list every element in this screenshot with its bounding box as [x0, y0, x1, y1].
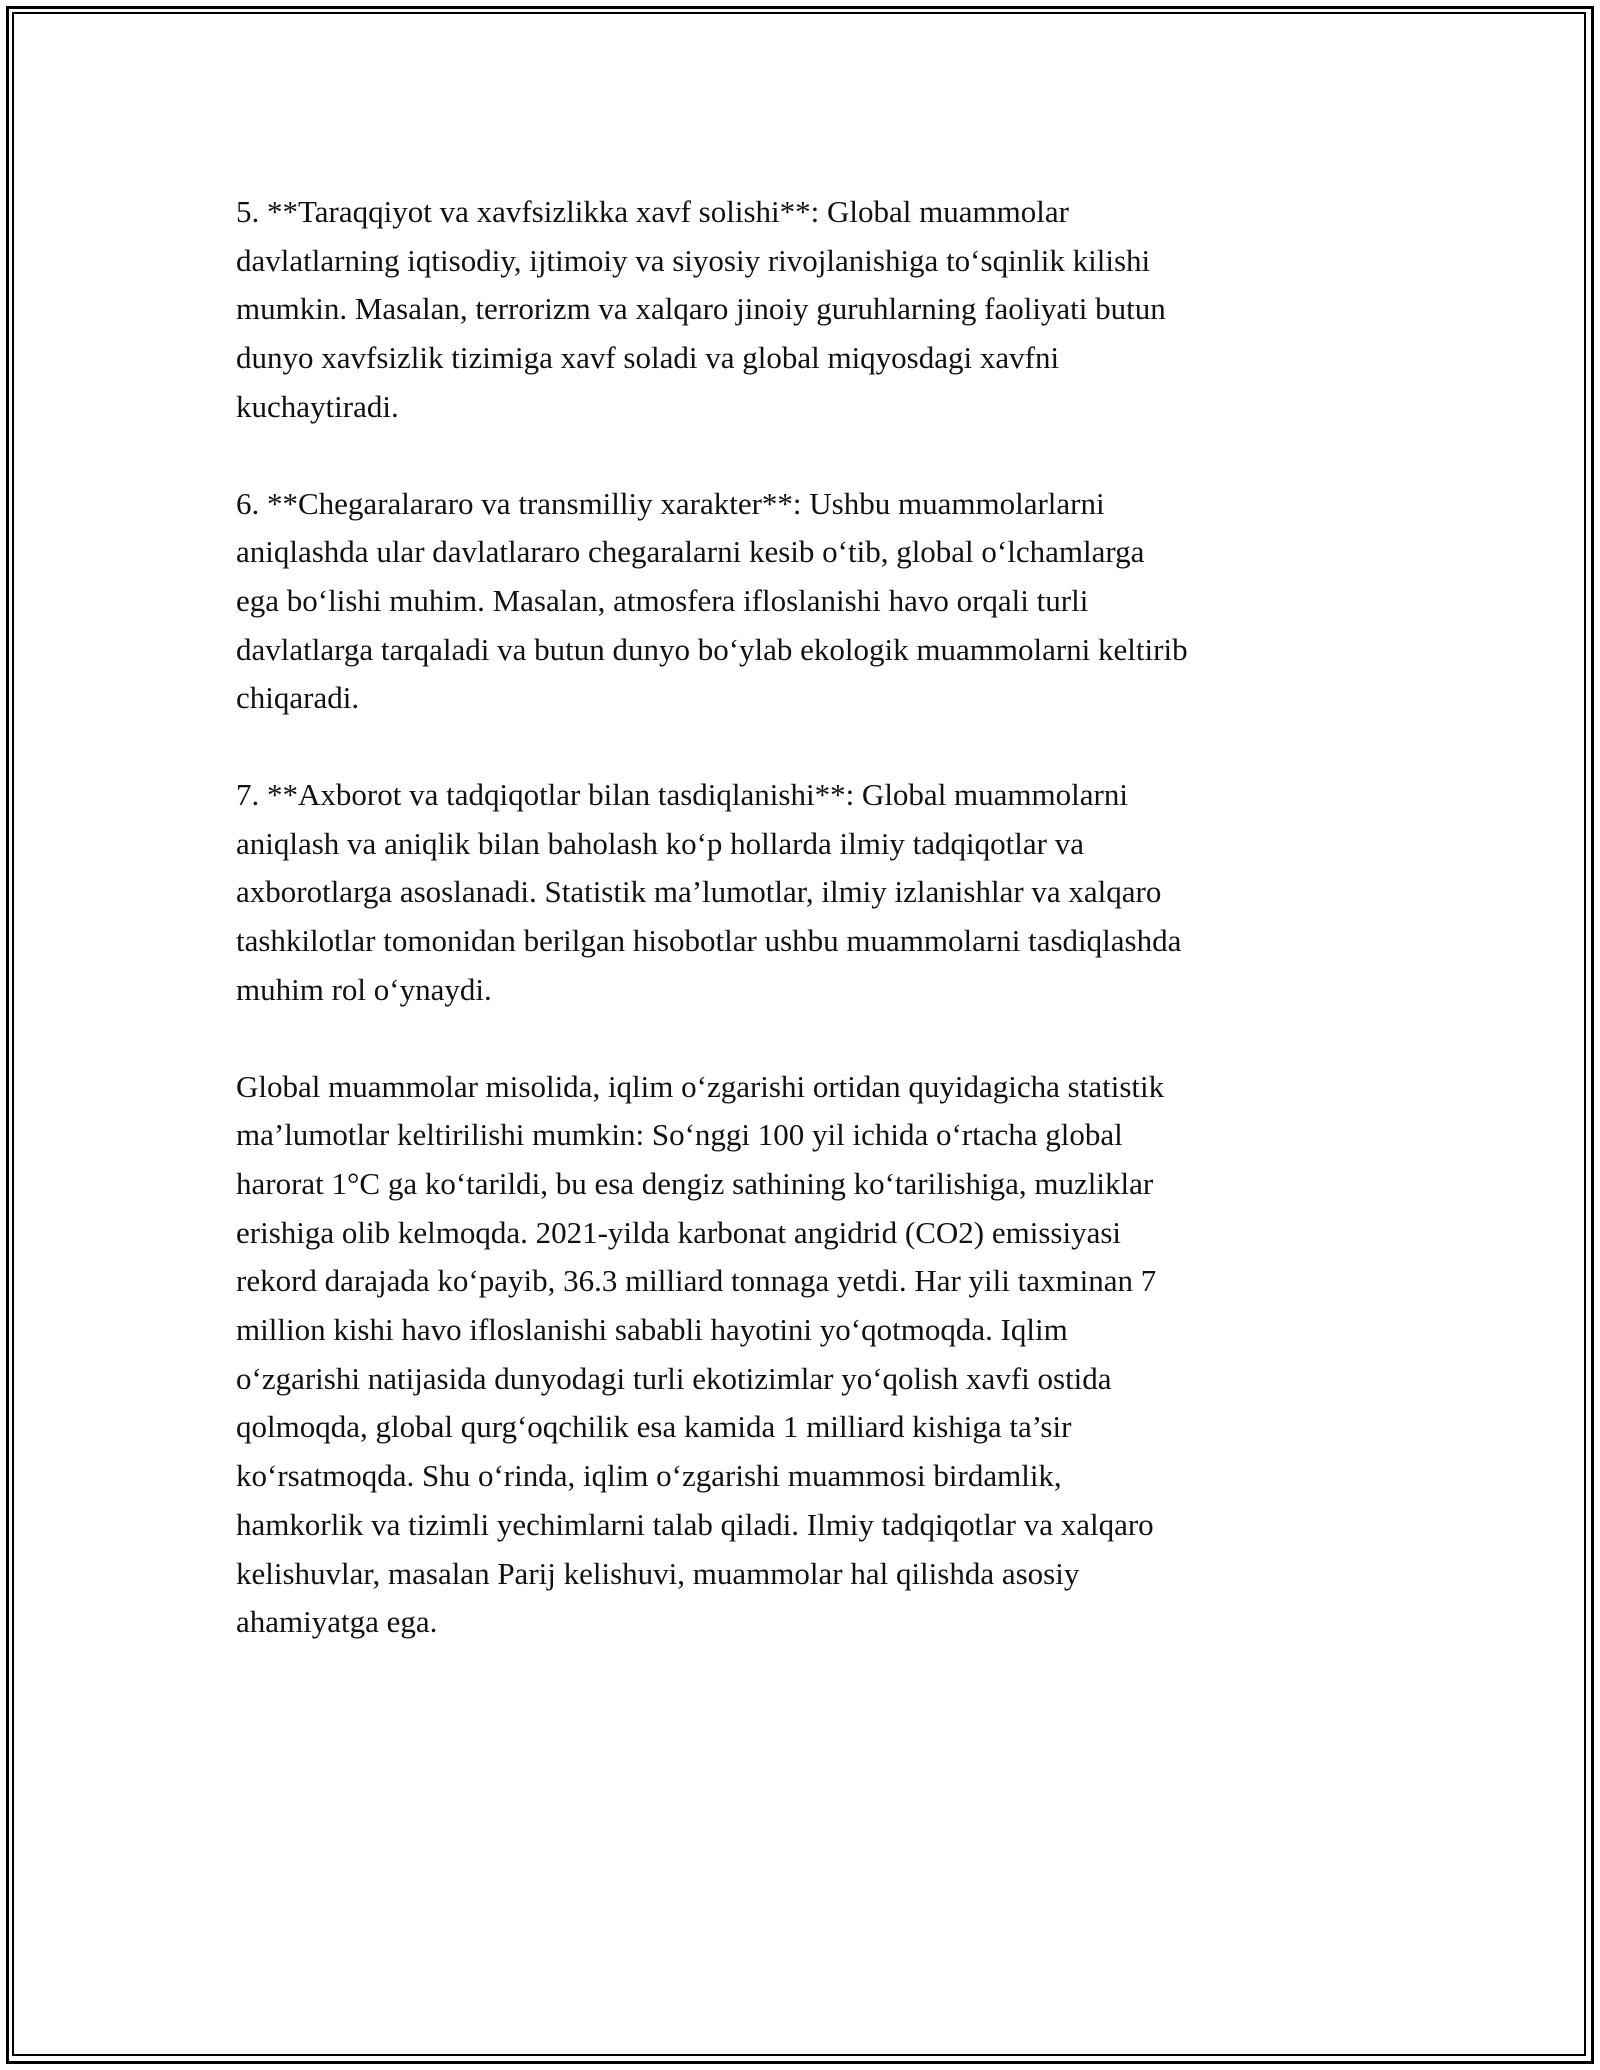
paragraph-item-6: 6. **Chegaralararo va transmilliy xarakter**: Ushbu muammolarlarni aniqlashda ular davlatlararo chegaralarni kesib o‘tib, global o‘lchamlarga ega bo‘lishi muhim. Masalan, atmosfera ifloslanishi havo orqali turli davlatlarga tarqaladi va butun dunyo bo‘ylab ekologik muammolarni keltirib chiqaradi.: [236, 485, 1188, 716]
paragraph-item-7: 7. **Axborot va tadqiqotlar bilan tasdiqlanishi**: Global muammolarni aniqlash va aniqlik bilan baholash ko‘p hollarda ilmiy tadqiqotlar va axborotlarga asoslanadi. Statistik ma’lumotlar, ilmiy izlanishlar va xalqaro tashkilotlar tomonidan berilgan hisobotlar ushbu muammolarni tasdiqlashda muhim rol o‘ynaydi.: [236, 777, 1182, 1007]
paragraph-climate-statistics: Global muammolar misolida, iqlim o‘zgarishi ortidan quyidagicha statistik ma’lumotlar keltirilishi mumkin: So‘nggi 100 yil ichida o‘rtacha global harorat 1°C ga ko‘tarildi, bu esa dengiz sathining ko‘tarilishiga, muzliklar erishiga olib kelmoqda. 2021-yilda karbonat angidrid (CO2) emissiyasi rekord darajada ko‘payib, 36.3 milliard tonnaga yetdi. Har yili taxminan 7 million kishi havo ifloslanishi sababli hayotini yo‘qotmoqda. Iqlim o‘zgarishi natijasida dunyodagi turli ekotizimlar yo‘qolish xavfi ostida qolmoqda, global qurg‘oqchilik esa kamida 1 milliard kishiga ta’sir ko‘rsatmoqda. Shu o‘rinda, iqlim o‘zgarishi muammosi birdamlik, hamkorlik va tizimli yechimlarni talab qiladi. Ilmiy tadqiqotlar va xalqaro kelishuvlar, masalan Parij kelishuvi, muammolar hal qilishda asosiy ahamiyatga ega.: [236, 1068, 1165, 1640]
paragraph-item-5: 5. **Taraqqiyot va xavfsizlikka xavf solishi**: Global muammolar davlatlarning iqtisodiy, ijtimoiy va siyosiy rivojlanishiga to‘sqinlik kilishi mumkin. Masalan, terrorizm va xalqaro jinoiy guruhlarning faoliyati butun dunyo xavfsizlik tizimiga xavf soladi va global miqyosdagi xavfni kuchaytiradi.: [236, 194, 1166, 424]
document-body: [236, 188, 1366, 1695]
